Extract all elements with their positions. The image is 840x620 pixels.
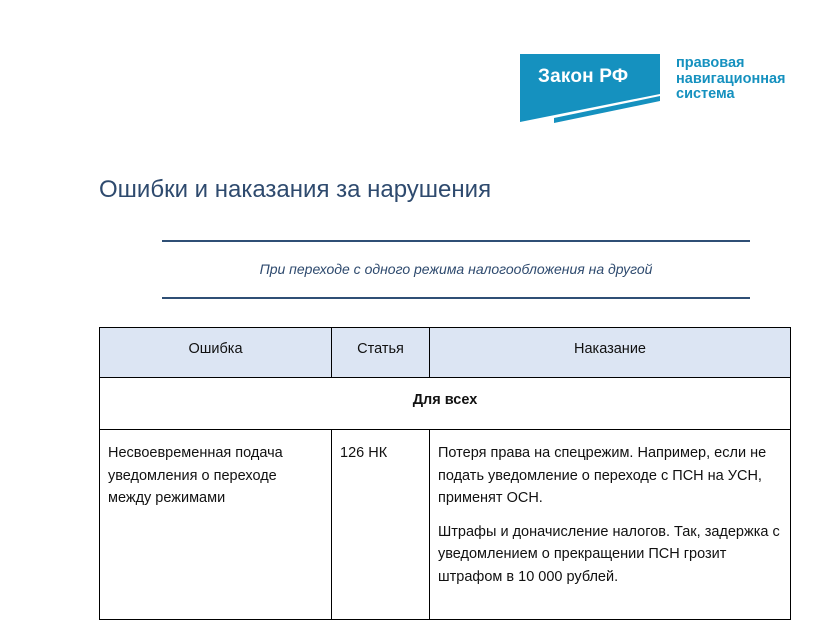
section-label: Для всех	[100, 378, 791, 430]
cell-article: 126 НК	[332, 430, 430, 620]
header-error: Ошибка	[100, 328, 332, 378]
header-penalty: Наказание	[430, 328, 791, 378]
page-title: Ошибки и наказания за нарушения	[99, 176, 492, 203]
subtitle-top-rule	[162, 240, 750, 242]
logo-tagline-line: правовая	[676, 55, 745, 71]
subtitle-bottom-rule	[162, 297, 750, 299]
table-section-row	[100, 378, 791, 430]
table-row	[100, 430, 791, 620]
penalty-paragraph: Потеря права на спецрежим. Например, если не подать уведомление о переходе с ПСН на УСН, применят ОСН.	[438, 445, 767, 506]
cell-penalty	[430, 430, 791, 620]
table-header-row	[100, 328, 791, 378]
violations-table	[99, 327, 791, 620]
header-article: Статья	[332, 328, 430, 378]
penalty-paragraph: Штрафы и доначисление налогов. Так, задержка с уведомлением о прекращении ПСН грозит штрафом в 10 000 рублей.	[438, 523, 780, 585]
brand-logo	[520, 54, 820, 128]
logo-tagline-line: система	[676, 86, 735, 102]
cell-error: Несвоевременная подача уведомления о переходе между режимами	[100, 430, 332, 620]
section-subtitle: При переходе с одного режима налогообложения на другой	[259, 261, 653, 277]
logo-mark-text: Закон РФ	[538, 66, 629, 87]
logo-tagline-line: навигационная	[676, 70, 786, 87]
logo-tagline	[676, 56, 785, 103]
